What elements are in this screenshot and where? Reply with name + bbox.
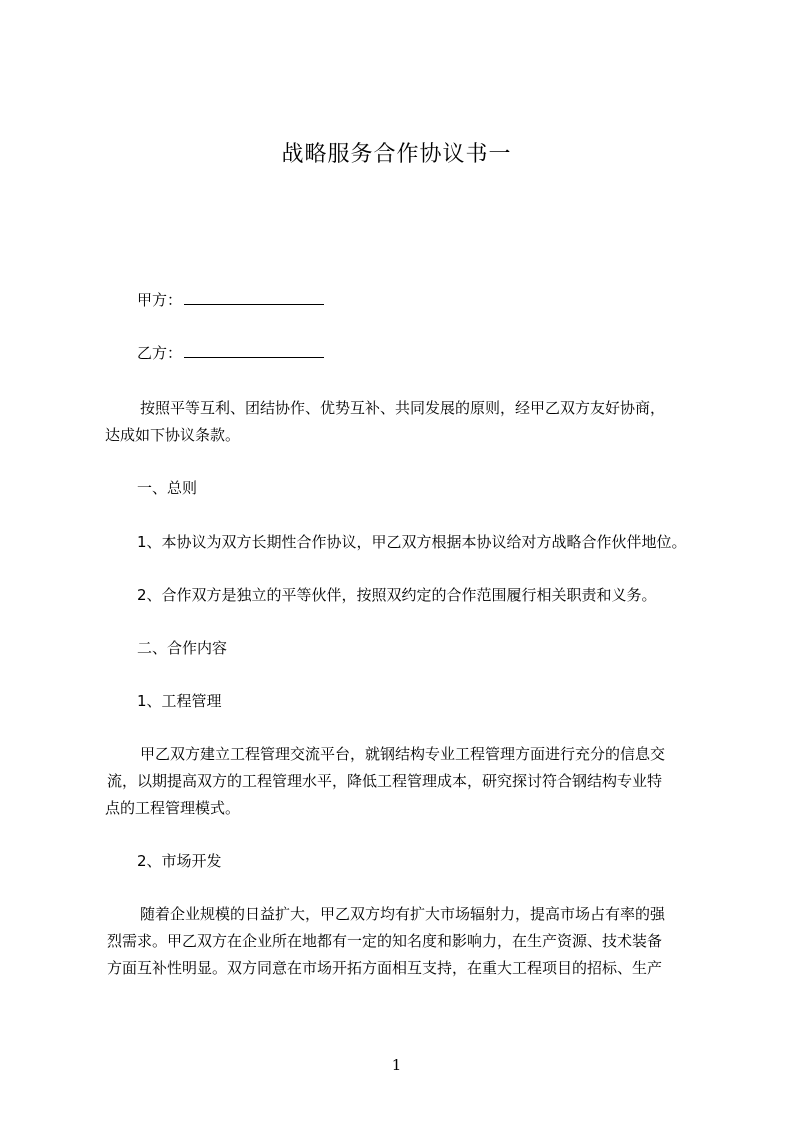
subsection-2-line-3: 方面互补性明显。双方同意在市场开拓方面相互支持，在重大工程项目的招标、生产	[107, 959, 663, 977]
subsection-1-line-1: 甲乙双方建立工程管理交流平台，就钢结构专业工程管理方面进行充分的信息交	[140, 745, 666, 763]
subsection-2-line-2: 烈需求。甲乙双方在企业所在地都有一定的知名度和影响力，在生产资源、技术装备	[107, 932, 663, 950]
party-b-line	[137, 342, 324, 364]
intro-line-2: 达成如下协议条款。	[105, 426, 241, 444]
party-b-blank-field	[184, 343, 324, 358]
subsection-1-heading: 1、工程管理	[137, 692, 222, 710]
subsection-1-line-2: 流，以期提高双方的工程管理水平，降低工程管理成本，研究探讨符合钢结构专业特	[107, 772, 663, 790]
section-2-heading: 二、合作内容	[137, 639, 228, 657]
party-b-label: 乙方：	[137, 344, 183, 362]
clause-1-2: 2、合作双方是独立的平等伙伴，按照双约定的合作范围履行相关职责和义务。	[137, 586, 657, 604]
document-title: 战略服务合作协议书一	[281, 142, 512, 167]
intro-line-1: 按照平等互利、团结协作、优势互补、共同发展的原则，经甲乙双方友好协商，	[140, 399, 666, 417]
page-number: 1	[391, 1056, 402, 1074]
subsection-2-line-1: 随着企业规模的日益扩大，甲乙双方均有扩大市场辐射力，提高市场占有率的强	[140, 905, 666, 923]
subsection-2-heading: 2、市场开发	[137, 852, 222, 870]
party-a-label: 甲方：	[137, 291, 183, 309]
clause-1-1: 1、本协议为双方长期性合作协议，甲乙双方根据本协议给对方战略合作伙伴地位。	[137, 533, 687, 551]
party-a-blank-field	[184, 290, 324, 305]
section-1-heading: 一、总则	[137, 479, 198, 497]
subsection-1-line-3: 点的工程管理模式。	[105, 799, 241, 817]
party-a-line	[137, 289, 324, 311]
